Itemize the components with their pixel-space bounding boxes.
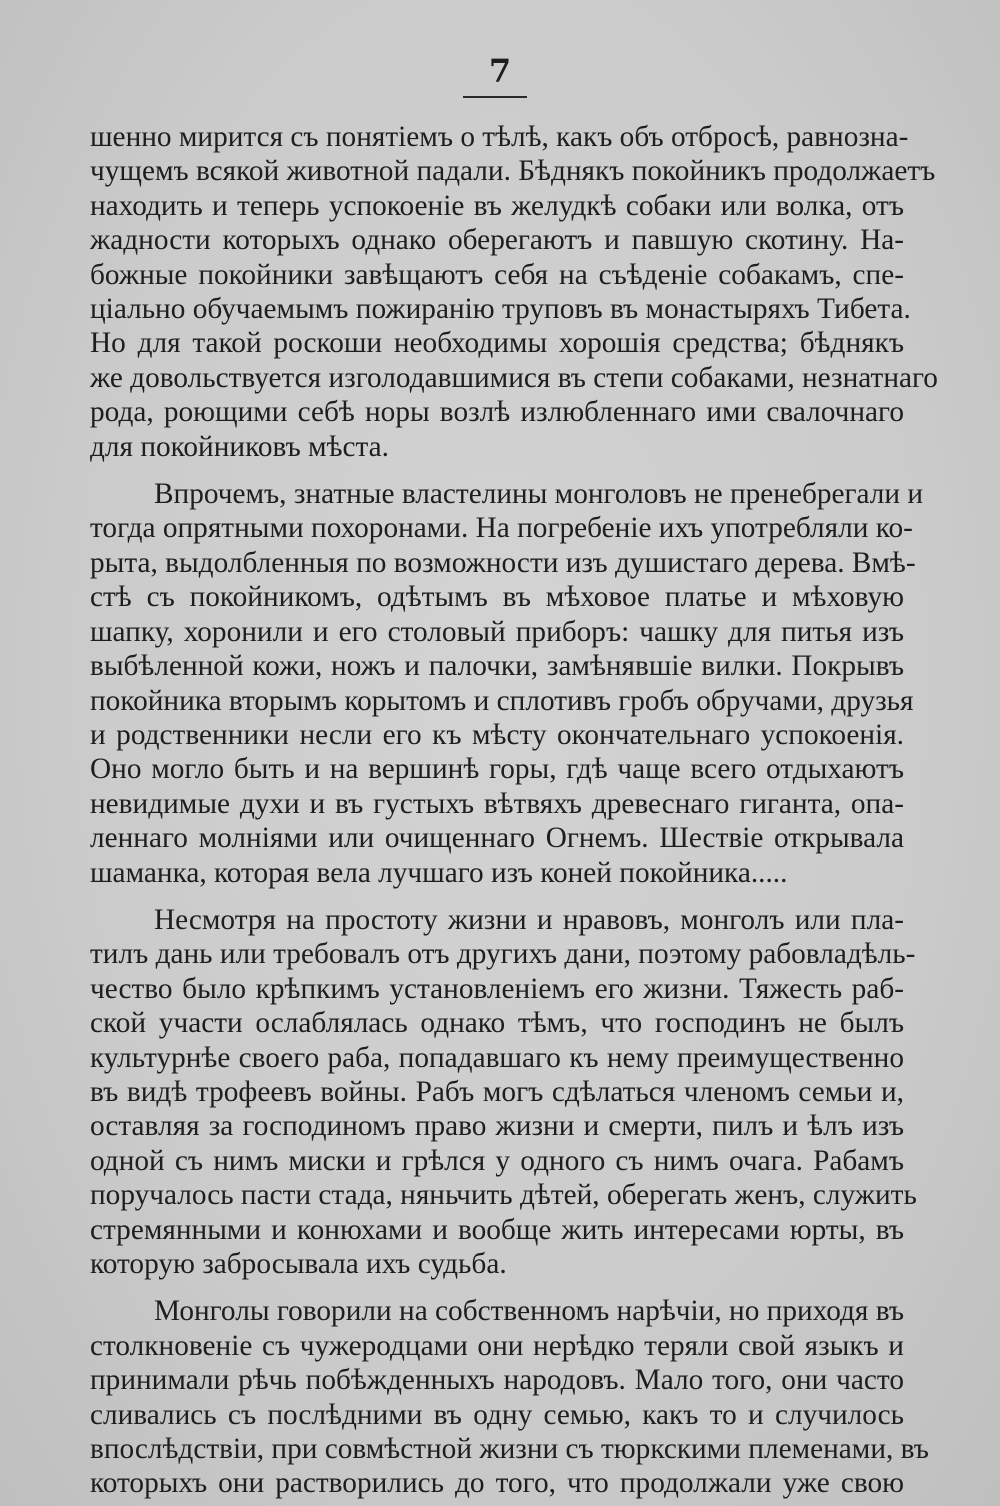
text-line: и родственники несли его къ мѣсту окончательнаго успокоенія. bbox=[90, 718, 904, 751]
text-line: Но для такой роскоши необходимы хорошія средства; бѣднякъ bbox=[90, 327, 904, 360]
paragraph bbox=[90, 120, 938, 464]
paragraph bbox=[90, 903, 917, 1281]
text-line: леннаго молніями или очищеннаго Огнемъ. Шествіе открывала bbox=[90, 822, 904, 855]
text-line: оставляя за господиномъ право жизни и смерти, пилъ и ѣлъ изъ bbox=[90, 1110, 904, 1143]
text-line: Несмотря на простоту жизни и нравовъ, монголъ или пла- bbox=[154, 903, 904, 936]
text-line: одной съ нимъ миски и грѣлся у одного съ нимъ очага. Рабамъ bbox=[90, 1144, 904, 1177]
page-number: 7 bbox=[488, 52, 512, 90]
text-line: Впрочемъ, знатные властелины монголовъ не пренебрегали и bbox=[154, 478, 924, 511]
text-line: стѣ съ покойникомъ, одѣтымъ въ мѣховое платье и мѣховую bbox=[90, 581, 904, 614]
text-line: шаманка, которая вела лучшаго изъ коней покойника..... bbox=[90, 856, 788, 889]
text-line: божные покойники завѣщаютъ себя на съѣденіе собакамъ, спе- bbox=[90, 258, 904, 291]
text-line: въ видѣ трофеевъ войны. Рабъ могъ сдѣлаться членомъ семьи и, bbox=[90, 1075, 904, 1108]
text-line: выбѣленной кожи, ножъ и палочки, замѣнявшіе вилки. Покрывъ bbox=[90, 650, 904, 683]
text-line: чество было крѣпкимъ установленіемъ его жизни. Тяжесть раб- bbox=[90, 972, 904, 1005]
text-line: сливались съ послѣдними въ одну семью, какъ то и случилось bbox=[90, 1398, 904, 1431]
text-line: для покойниковъ мѣста. bbox=[90, 430, 389, 463]
paragraph bbox=[90, 1294, 929, 1500]
text-line: тилъ дань или требовалъ отъ другихъ дани, поэтому рабовладѣль- bbox=[90, 938, 916, 971]
text-line: культурнѣе своего раба, попадавшаго къ нему преимущественно bbox=[90, 1041, 904, 1074]
text-line: рода, роющими себѣ норы возлѣ излюбленнаго ими свалочнаго bbox=[90, 396, 904, 429]
text-line: которыхъ они растворились до того, что продолжали уже свою bbox=[90, 1467, 904, 1500]
text-line: Оно могло быть и на вершинѣ горы, гдѣ чаще всего отдыхаютъ bbox=[90, 753, 904, 786]
text-line: ціально обучаемымъ пожиранію труповъ въ монастыряхъ Тибета. bbox=[90, 293, 911, 326]
text-line: ской участи ослаблялась однако тѣмъ, что господинъ не былъ bbox=[90, 1007, 904, 1040]
text-line: Монголы говорили на собственномъ нарѣчіи, но приходя въ bbox=[154, 1295, 904, 1328]
text-line: тогда опрятными похоронами. На погребеніе ихъ употребляли ко- bbox=[90, 512, 913, 545]
text-line: стремянными и конюхами и вообще жить интересами юрты, въ bbox=[90, 1213, 904, 1246]
text-line: шенно мирится съ понятіемъ о тѣлѣ, какъ объ отбросѣ, равнозна- bbox=[90, 121, 909, 153]
paragraph bbox=[90, 477, 924, 890]
page-number-rule bbox=[463, 96, 527, 98]
text-line: принимали рѣчь побѣжденныхъ народовъ. Мало того, они часто bbox=[90, 1364, 904, 1397]
text-line: находить и теперь успокоеніе въ желудкѣ собаки или волка, отъ bbox=[90, 189, 904, 222]
text-line: рыта, выдолбленныя по возможности изъ душистаго дерева. Вмѣ- bbox=[90, 546, 916, 579]
text-line: чущемъ всякой животной падали. Бѣднякъ покойникъ продолжаетъ bbox=[90, 155, 936, 188]
text-line: же довольствуется изголодавшимися въ степи собаками, незнатнаго bbox=[90, 361, 938, 394]
text-line: жадности которыхъ однако оберегаютъ и павшую скотину. На- bbox=[90, 224, 904, 257]
text-line: покойника вторымъ корытомъ и сплотивъ гробъ обручами, друзья bbox=[90, 684, 914, 717]
text-line: столкновеніе съ чужеродцами они нерѣдко теряли свой языкъ и bbox=[90, 1329, 904, 1362]
text-line: впослѣдствіи, при совмѣстной жизни съ тюркскими племенами, въ bbox=[90, 1433, 929, 1466]
text-line: шапку, хоронили и его столовый приборъ: чашку для питья изъ bbox=[90, 615, 904, 648]
body-text bbox=[90, 120, 938, 1501]
text-line: поручалось пасти стада, няньчить дѣтей, оберегать женъ, служить bbox=[90, 1179, 917, 1212]
text-line: невидимые духи и въ густыхъ вѣтвяхъ древеснаго гиганта, опа- bbox=[90, 787, 904, 820]
text-line: которую забросывала ихъ судьба. bbox=[90, 1248, 507, 1280]
